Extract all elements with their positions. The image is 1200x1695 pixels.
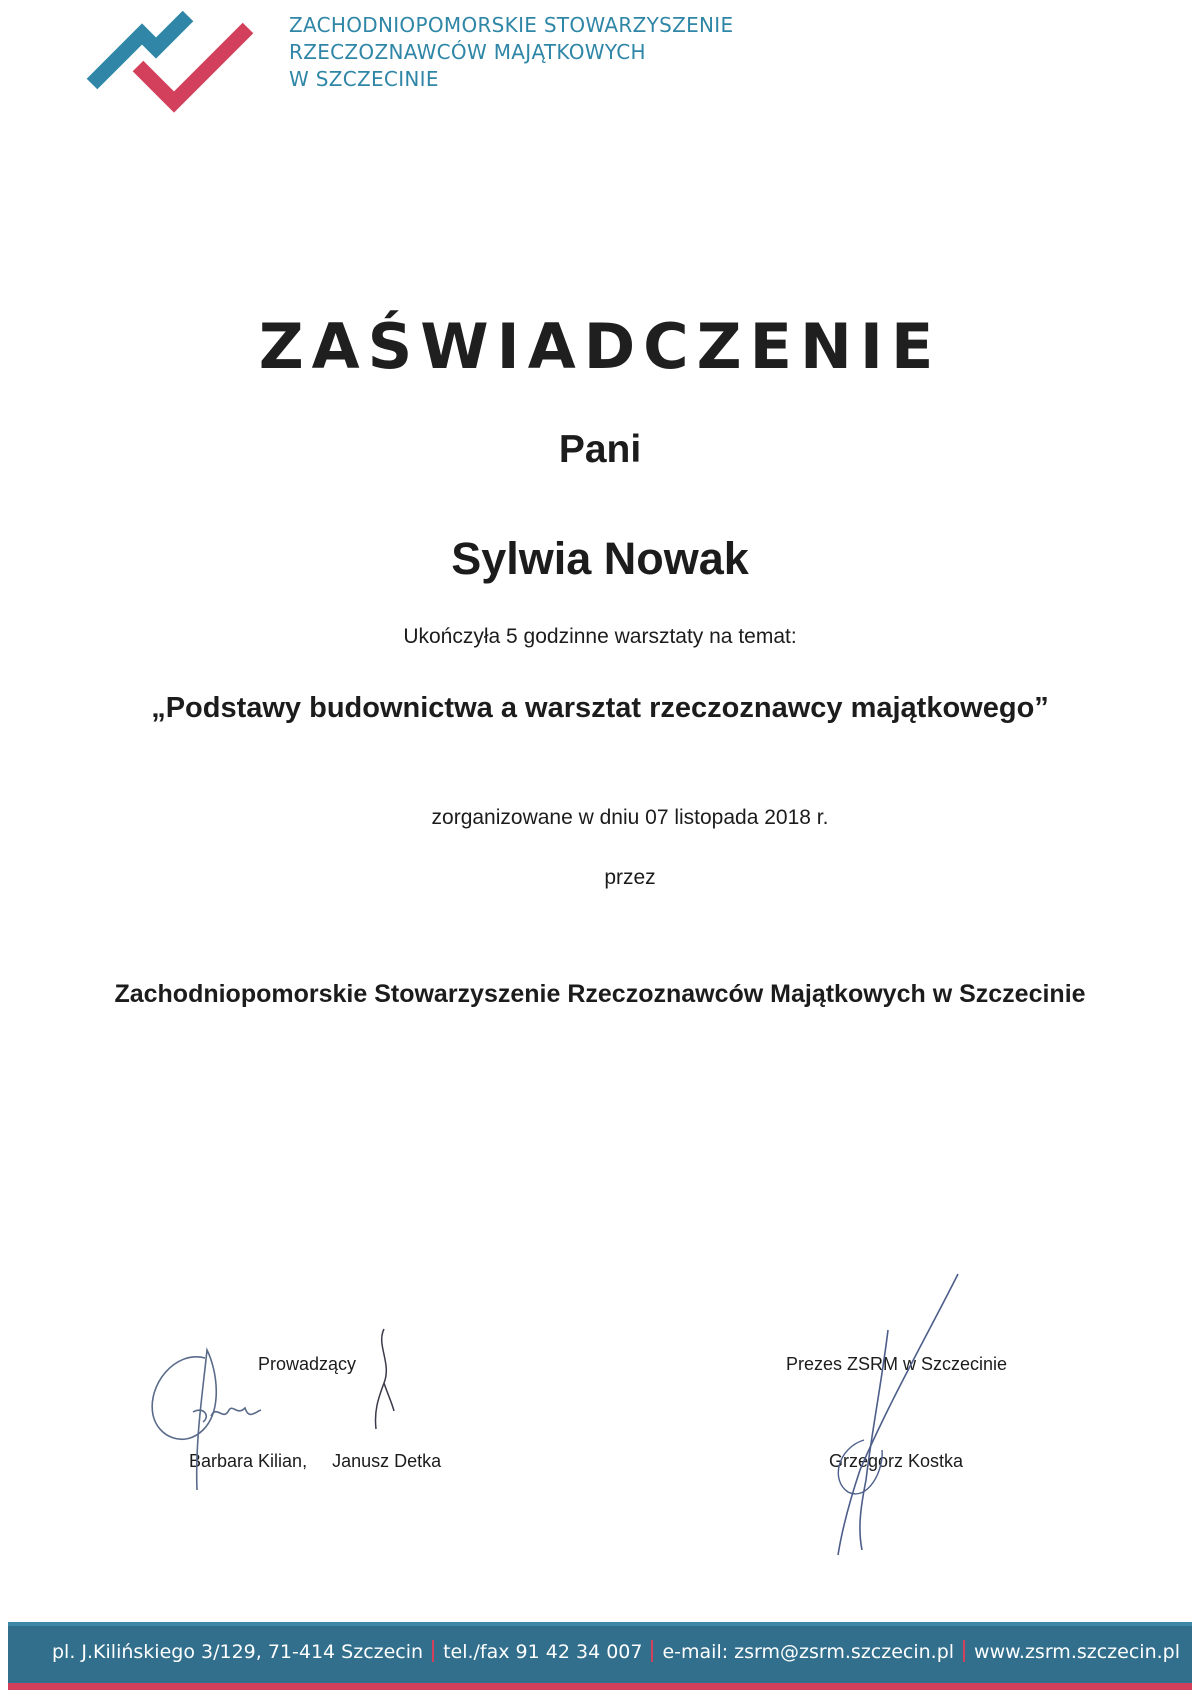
salutation: Pani — [558, 428, 642, 471]
organization-name — [289, 12, 733, 93]
by-label: przez — [604, 866, 656, 889]
instructors-label: Prowadzący — [258, 1354, 357, 1374]
president-label: Prezes ZSRM w Szczecinie — [786, 1354, 1008, 1374]
organization-name-line-3: W SZCZECINIE — [289, 67, 439, 91]
organization-name-line-2: RZECZOZNAWCÓW MAJĄTKOWYCH — [289, 40, 646, 64]
president-name: Grzegorz Kostka — [829, 1451, 964, 1471]
handwritten-signature-kilian — [145, 1330, 285, 1495]
organization-name-line-1: ZACHODNIOPOMORSKIE STOWARZYSZENIE — [289, 13, 734, 37]
organizer-name: Zachodniopomorskie Stowarzyszenie Rzeczoznawców Majątkowych w Szczecinie — [114, 980, 1086, 1008]
footer-phone: tel./fax 91 42 34 007 — [443, 1641, 643, 1663]
instructor-name-1: Barbara Kilian, — [189, 1451, 308, 1471]
recipient-name: Sylwia Nowak — [451, 533, 749, 584]
footer-bottom-stripe — [8, 1683, 1192, 1690]
instructor-name-2: Janusz Detka — [332, 1451, 442, 1471]
certificate-title: ZAŚWIADCZENIE — [258, 310, 942, 383]
footer-separator — [432, 1640, 434, 1662]
footer-email[interactable]: e-mail: zsrm@zsrm.szczecin.pl — [662, 1641, 955, 1663]
organized-date: zorganizowane w dniu 07 listopada 2018 r. — [431, 806, 829, 829]
footer-address: pl. J.Kilińskiego 3/129, 71-414 Szczecin — [52, 1641, 424, 1663]
footer-separator — [651, 1640, 653, 1662]
footer-top-stripe — [8, 1622, 1192, 1626]
footer-contact-line — [52, 1640, 1180, 1663]
footer-website[interactable]: www.zsrm.szczecin.pl — [974, 1641, 1180, 1663]
workshop-topic: „Podstawy budownictwa a warsztat rzeczoznawcy majątkowego” — [151, 692, 1049, 724]
contact-footer — [8, 1622, 1192, 1690]
handwritten-signature-detka — [362, 1325, 402, 1435]
handwritten-signature-kostka — [820, 1270, 970, 1560]
association-logo — [86, 4, 254, 116]
footer-separator — [963, 1640, 965, 1662]
completion-statement: Ukończyła 5 godzinne warsztaty na temat: — [403, 625, 797, 648]
